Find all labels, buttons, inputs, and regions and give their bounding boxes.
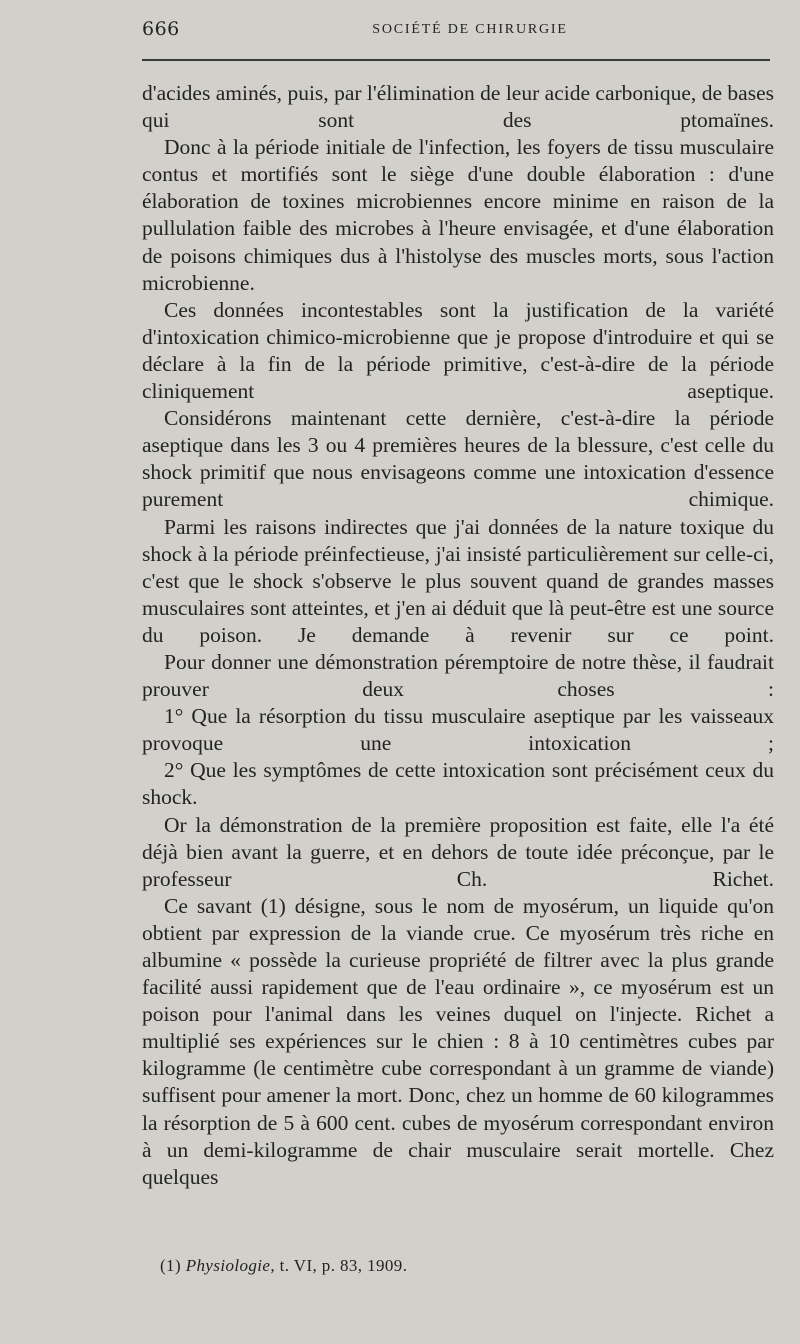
paragraph-1: d'acides aminés, puis, par l'élimination de leur acide carbonique, de bases qui sont des ptomaïnes. xyxy=(142,81,774,133)
paragraph-7: 1° Que la résorption du tissu musculaire aseptique par les vaisseaux provoque une intoxication ; xyxy=(142,704,774,756)
footnote-details: t. VI, p. 83, 1909. xyxy=(279,1256,408,1275)
paragraph-9: Or la démonstration de la première proposition est faite, elle l'a été déjà bien avant la guerre, et en dehors de toute idée préconçue, par le professeur Ch. Richet. xyxy=(142,812,774,891)
footnote-marker: (1) xyxy=(160,1256,182,1275)
paragraph-3: Ces données incontestables sont la justification de la variété d'intoxication chimico-microbienne que je propose d'introduire et qui se déclare à la fin de la période primitive, c'est-à-dire de la période cliniquement aseptique. xyxy=(142,297,774,404)
paragraph-6: Pour donner une démonstration péremptoire de notre thèse, il faudrait prouver deux choses : xyxy=(142,649,774,702)
page-number: 666 xyxy=(142,18,180,40)
body-text xyxy=(142,80,774,1191)
paragraph-5: Parmi les raisons indirectes que j'ai données de la nature toxique du shock à la période préinfectieuse, j'ai insisté particulièrement sur celle-ci, c'est que le shock s'observe le plus souvent quand de grandes masses musculaires sont atteintes, et j'en ai déduit que là peut-être est une source du poison. Je demande à revenir sur ce point. xyxy=(142,514,774,647)
footnote-source: Physiologie, xyxy=(185,1256,275,1275)
page-header xyxy=(0,14,800,50)
footnote xyxy=(160,1256,407,1276)
paragraph-8: 2° Que les symptômes de cette intoxication sont précisément ceux du shock. xyxy=(142,758,774,810)
paragraph-4: Considérons maintenant cette dernière, c'est-à-dire la période aseptique dans les 3 ou 4 premières heures de la blessure, c'est celle du shock primitif que nous envisageons comme une intoxication d'essence purement chimique. xyxy=(142,406,774,512)
running-title: SOCIÉTÉ DE CHIRURGIE xyxy=(372,22,568,37)
paragraph-10: Ce savant (1) désigne, sous le nom de myosérum, un liquide qu'on obtient par expression de la viande crue. Ce myosérum très riche en albumine « possède la curieuse propriété de filtrer avec la plus grande facilité aussi rapidement que de l'eau ordinaire », ce myosérum est un poison pour l'animal dans les veines duquel on l'injecte. Richet a multiplié ses expériences sur le chien : 8 à 10 centimètres cubes par kilogramme (le centimètre cube correspondant à un gramme de viande) suffisent pour amener la mort. Donc, chez un homme de 60 kilogrammes la résorption de 5 à 600 cent. cubes de myosérum correspondant environ à un demi-kilogramme de chair musculaire serait mortelle. Chez quelques xyxy=(142,893,774,1189)
paragraph-2: Donc à la période initiale de l'infection, les foyers de tissu musculaire contus et mortifiés sont le siège d'une double élaboration : d'une élaboration de toxines microbiennes encore minime en raison de la pullulation faible des microbes à l'heure envisagée, et d'une élaboration de poisons chimiques dus à l'histolyse des muscles morts, sous l'action microbienne. xyxy=(142,135,774,295)
header-rule xyxy=(142,59,770,61)
